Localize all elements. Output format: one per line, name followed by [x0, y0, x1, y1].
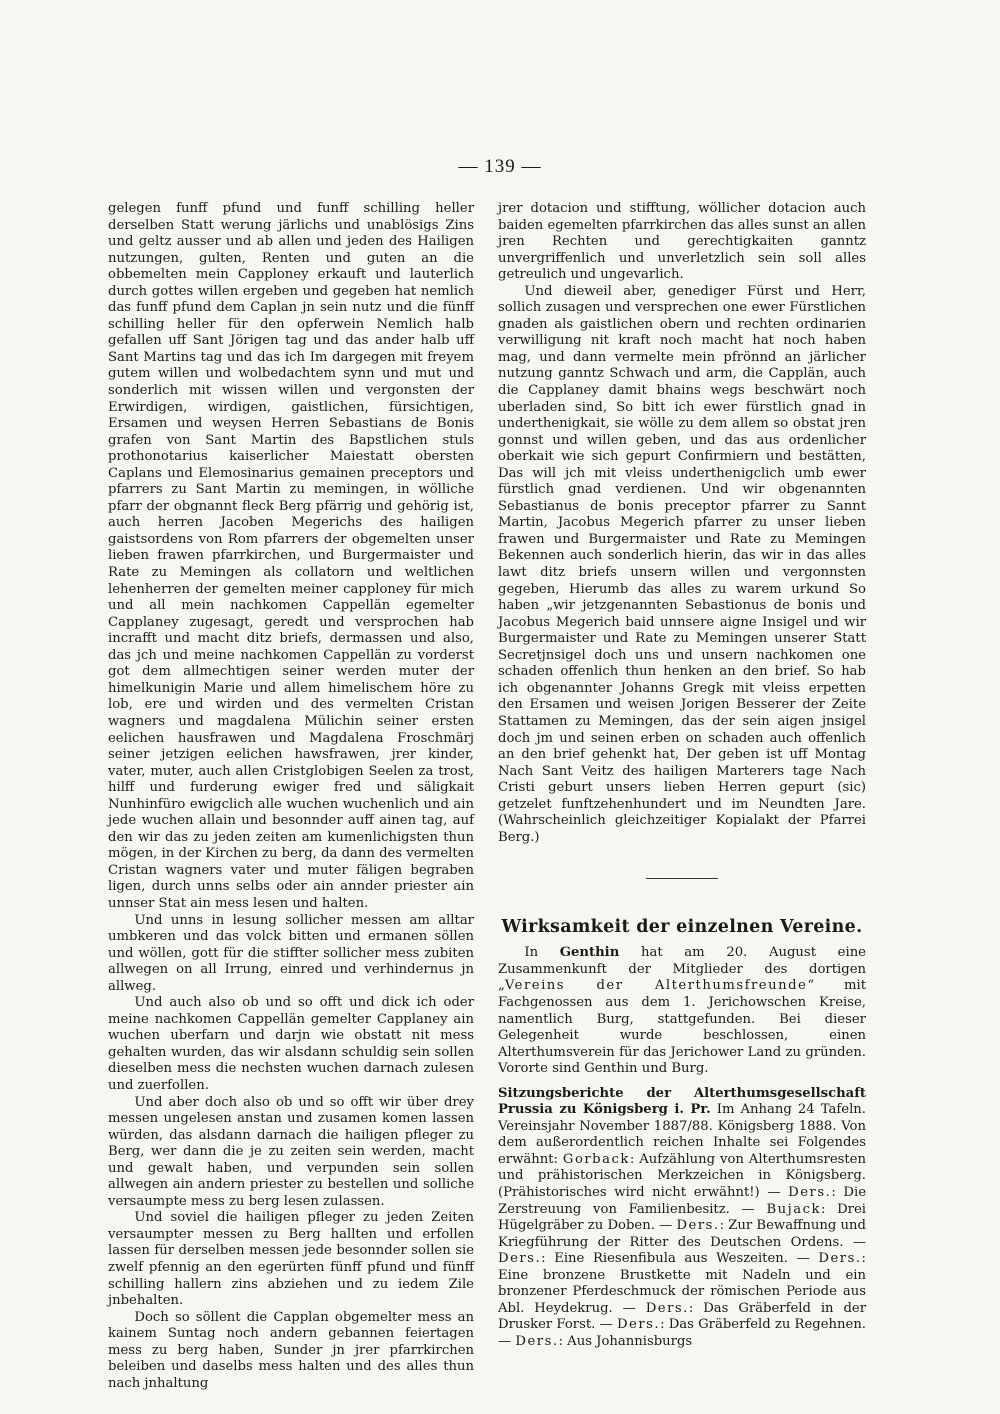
left-paragraph-5: Und soviel die hailigen pfleger zu jeden Zeiten versaumpter messen zu Berg hallten und erfollen lassen für derselben messen jede besonnder sollen sie zwelf pfennig an den egerürten fünff pfund und fünff schilling hallern zins abziehen und zu iedem Zile jnbehalten.: [108, 1210, 474, 1309]
entry-1-text: : Aufzählung von Alterthumsresten und prähistorischen Merkzeichen in Königsberg. (Prähistorisches wird nicht erwähnt!) —: [498, 1151, 866, 1200]
paragraph-gap: [498, 1078, 866, 1086]
entry-8-author: Ders.: [616, 1317, 661, 1333]
prussia-title: Sitzungsberichte der Alterthumsgesellschaft Prussia zu Königsberg i. Pr.: [498, 1085, 866, 1118]
p1-mid: hat am 20. August eine Zusammenkunft der Mitglieder des dortigen „: [498, 945, 866, 994]
left-column: [108, 201, 474, 1392]
page-number: — 139 —: [458, 156, 542, 177]
right-paragraph-2: Und dieweil aber, genediger Fürst und Herr, sollich zusagen und versprechen one ewer Fürstlichen gnaden als gaistlichen obern und rechten ordinarien verwilligung nit kraft noch macht hat noch haben mag, und dann vermelte mein pfrönnd an järlicher nutzung ganntz Schwach und arm, die Capplän, auch die Capplaney damit bhains wegs beschwärt noch uberladen sind, So bitt ich ewer fürstlich gnad in underthenigkait, sie wölle zu dem allem so obstat jren gonnst und willen geben, und das aus ordenlicher oberkait wie sich gepurt Confirmiern und bestätten, Das will jch mit vleiss underthenigclich umb ewer fürstlich gnad verdienen. Und wir obgenannten Sebastianus de bonis preceptor pfarrer zu Sannt Martin, Jacobus Megerich pfarrer zu unser lieben frawen und Burgermaister und Rate zu Memingen Bekennen auch sonderlich hierin, das wir in das alles lawt ditz briefs unsern willen und vergonnsten gegeben, Hierumb das alles zu warem urkund So haben „wir jetzgenannten Sebastionus de bonis und Jacobus Megerich baid unnsere aigne Insigel und wir Burgermaister und Rate zu Memingen unserer Statt Secretjnsigel doch uns und unsern nachkomen one schaden offenlich thun henken an den brief. So hab ich obgenannter Johanns Gregk mit vleiss erpetten den Ersamen und weisen Jorigen Besserer der Zeite Stattamen zu Memingen, das der sein aigen jnsigel doch jm und seinen erben on schaden auch offenlich an den brief gehenkt hat, Der geben ist uff Montag Nach Sant Veitz des hailigen Marterers tage Nach Cristi geburt unsers lieben Herren gepurt (sic) getzelet funftzehenhundert und im Neundten Jare. (Wahrscheinlich gleichzeitiger Kopialakt der Pfarrei Berg.): [498, 283, 866, 845]
section-heading: Wirksamkeit der einzelnen Vereine.: [501, 917, 863, 938]
left-paragraph-2: Und unns in lesung sollicher messen am alltar umbkeren und das volck bitten und ermanen söllen und wöllen, gott für die stiffter sollicher mess zubiten allwegen on all Irrung, einred und verhindernus jn allweg.: [108, 912, 474, 994]
entry-9-text: : Aus Johannisburgs: [558, 1333, 693, 1349]
left-paragraph-1: gelegen funff pfund und funff schilling heller derselben Statt werung järlichs und unablösigs Zins und geltz ausser und ab allen und jeden des Hailigen nutzungen, gulten, Renten und guten an die obbemelten mein Capploney erkauft und lauterlich durch gottes willen ergeben und gegeben hat nemlich das funff pfund dem Caplan jn sein nutz und die fünff schilling heller für den opferwein Nemlich halb gefallen uff Sant Jörigen tag und das ander halb uff Sant Martins tag und das ich Im dargegen mit freyem gutem willen und wolbedachtem synn und mut und sonderlich mit wissen willen und vergonsten der Erwirdigen, wirdigen, gaistlichen, fürsichtigen, Ersamen und weysen Herren Sebastians de Bonis grafen von Sant Martin des Bapstlichen stuls prothonotarius kaiserlicher Maiestatt obersten Caplans und Elemosinarius gemainen preceptors und pfarrers zu Sant Martin zu memingen, in wölliche pfarr der obgnannt fleck Berg pfärrig und gehörig ist, auch herren Jacoben Megerichs des hailigen gaistsordens von Rom pfarrers der obgemelten unser lieben frawen pfarrkirchen, und Burgermaister und Rate zu Memingen als collatorn und weltlichen lehenherren der gemelten meiner capploney für mich und all mein nachkomen Cappellän egemelter Capplaney zugesagt, geredt und versprochen hab incrafft und macht ditz briefs, dermassen und also, das jch und meine nachkomen Cappellän zu vorderst got dem allmechtigen seiner werden muter der himelkunigin Marie und allem himelischem höre zu lob, ere und wirden und des vermelten Cristan wagners und magdalena Mülichin seiner ersten eelichen hausfrawen und Magdalena Froschmärj seiner jetzigen eelichen hawsfrawen, jrer kinder, vater, muter, auch allen Cristglobigen Seelen za trost, hilff und furderung ewiger fred und säligkait Nunhinfüro ewigclich alle wuchen wuchenlich und ain jede wuchen allain und besonnder auff ainen tag, auf den wir das zu jeden zeiten am kumenlichigsten thun mögen, in der Kirchen zu berg, da dann des vermelten Cristan wagners vater und muter fäligen begraben ligen, durch unns selbs oder ain annder priester ain unnser Stat ain mess lesen und halten.: [108, 201, 474, 911]
place-genthin: Genthin: [559, 945, 620, 961]
entry-6-text: : Eine bronzene Brustkette mit Nadeln und ein bronzener Pferdeschmuck der römischen Periode aus Abl. Heydekrug. —: [498, 1251, 866, 1316]
entry-2-text: : Die Zerstreuung von Familienbesitz. —: [498, 1184, 867, 1217]
section-paragraph-genthin: [498, 945, 866, 1077]
entry-4-author: Ders.: [676, 1218, 720, 1234]
p1-post: “ mit Fachgenossen aus dem 1. Jerichowschen Kreise, namentlich Burg, stattgefunden. Bei dieser Gelegenheit wurde beschlossen, einen Alterthumsverein für das Jerichower Land zu gründen. Vororte sind Genthin und Burg.: [498, 978, 866, 1077]
entry-4-text: : Zur Bewaffnung und Kriegführung der Ritter des Deutschen Ordens. —: [498, 1218, 866, 1250]
section-divider: [646, 878, 718, 879]
entry-7-text: : Das Gräberfeld in der Drusker Forst. —: [498, 1300, 867, 1333]
entry-3-author: Bujack: [766, 1201, 821, 1217]
left-paragraph-4: Und aber doch also ob und so offt wir über drey messen ungelesen anstan und zusamen komen lassen würden, das alsdann darnach die hailigen pfleger zu Berg, wer dann die je zu zeiten sein werden, macht und gewalt haben, und verpunden sein sollen allwegen ain andern priester zu bestellen und solliche versaumpte mess zu berg lesen zulassen.: [108, 1094, 474, 1209]
entry-1-author: Gorback: [562, 1151, 630, 1167]
right-column: [498, 201, 866, 1350]
entry-2-author: Ders.: [788, 1184, 832, 1200]
prussia-intro: Im Anhang 24 Tafeln. Vereinsjahr November 1887/88. Königsberg 1888. Von dem außerordentlich reichen Inhalte sei Folgendes erwähnt:: [498, 1102, 866, 1167]
entry-8-text: : Das Gräberfeld zu Regehnen. —: [498, 1317, 867, 1349]
entry-6-author: Ders.: [818, 1251, 862, 1267]
left-paragraph-6: Doch so söllent die Capplan obgemelter mess an kainem Suntag noch andern gebannen feiertagen mess zu berg haben, Sunder jn jrer pfarrkirchen beleiben und daselbs mess halten und des alles thun nach jnhaltung: [108, 1309, 474, 1391]
entry-7-author: Ders.: [645, 1300, 689, 1316]
entry-5-author: Ders.: [498, 1251, 542, 1267]
society-name: Vereins der Alterthumsfreunde: [504, 978, 808, 994]
right-paragraph-1: jrer dotacion und stifftung, wöllicher dotacion auch baiden egemelten pfarrkirchen das alles sunst an allen jren Rechten und gerechtigkaiten ganntz unvergriffenlich und unverletzlich sein soll alles getreulich und ungevarlich.: [498, 201, 866, 283]
p1-pre: In: [524, 945, 560, 961]
entry-9-author: Ders.: [515, 1333, 559, 1349]
entry-3-text: : Drei Hügelgräber zu Doben. —: [498, 1201, 866, 1234]
left-paragraph-3: Und auch also ob und so offt und dick ich oder meine nachkomen Cappellän gemelter Capplaney ain wuchen uberfarn und darjn wie obstatt nit mess gehalten wurden, das wir alsdann schuldig sein sollen dieselben mess die nechsten wuchen darnach zulesen und zuerfollen.: [108, 995, 474, 1093]
section-paragraph-prussia: [498, 1086, 866, 1351]
entry-5-text: : Eine Riesenfibula aus Weszeiten. —: [541, 1251, 819, 1267]
